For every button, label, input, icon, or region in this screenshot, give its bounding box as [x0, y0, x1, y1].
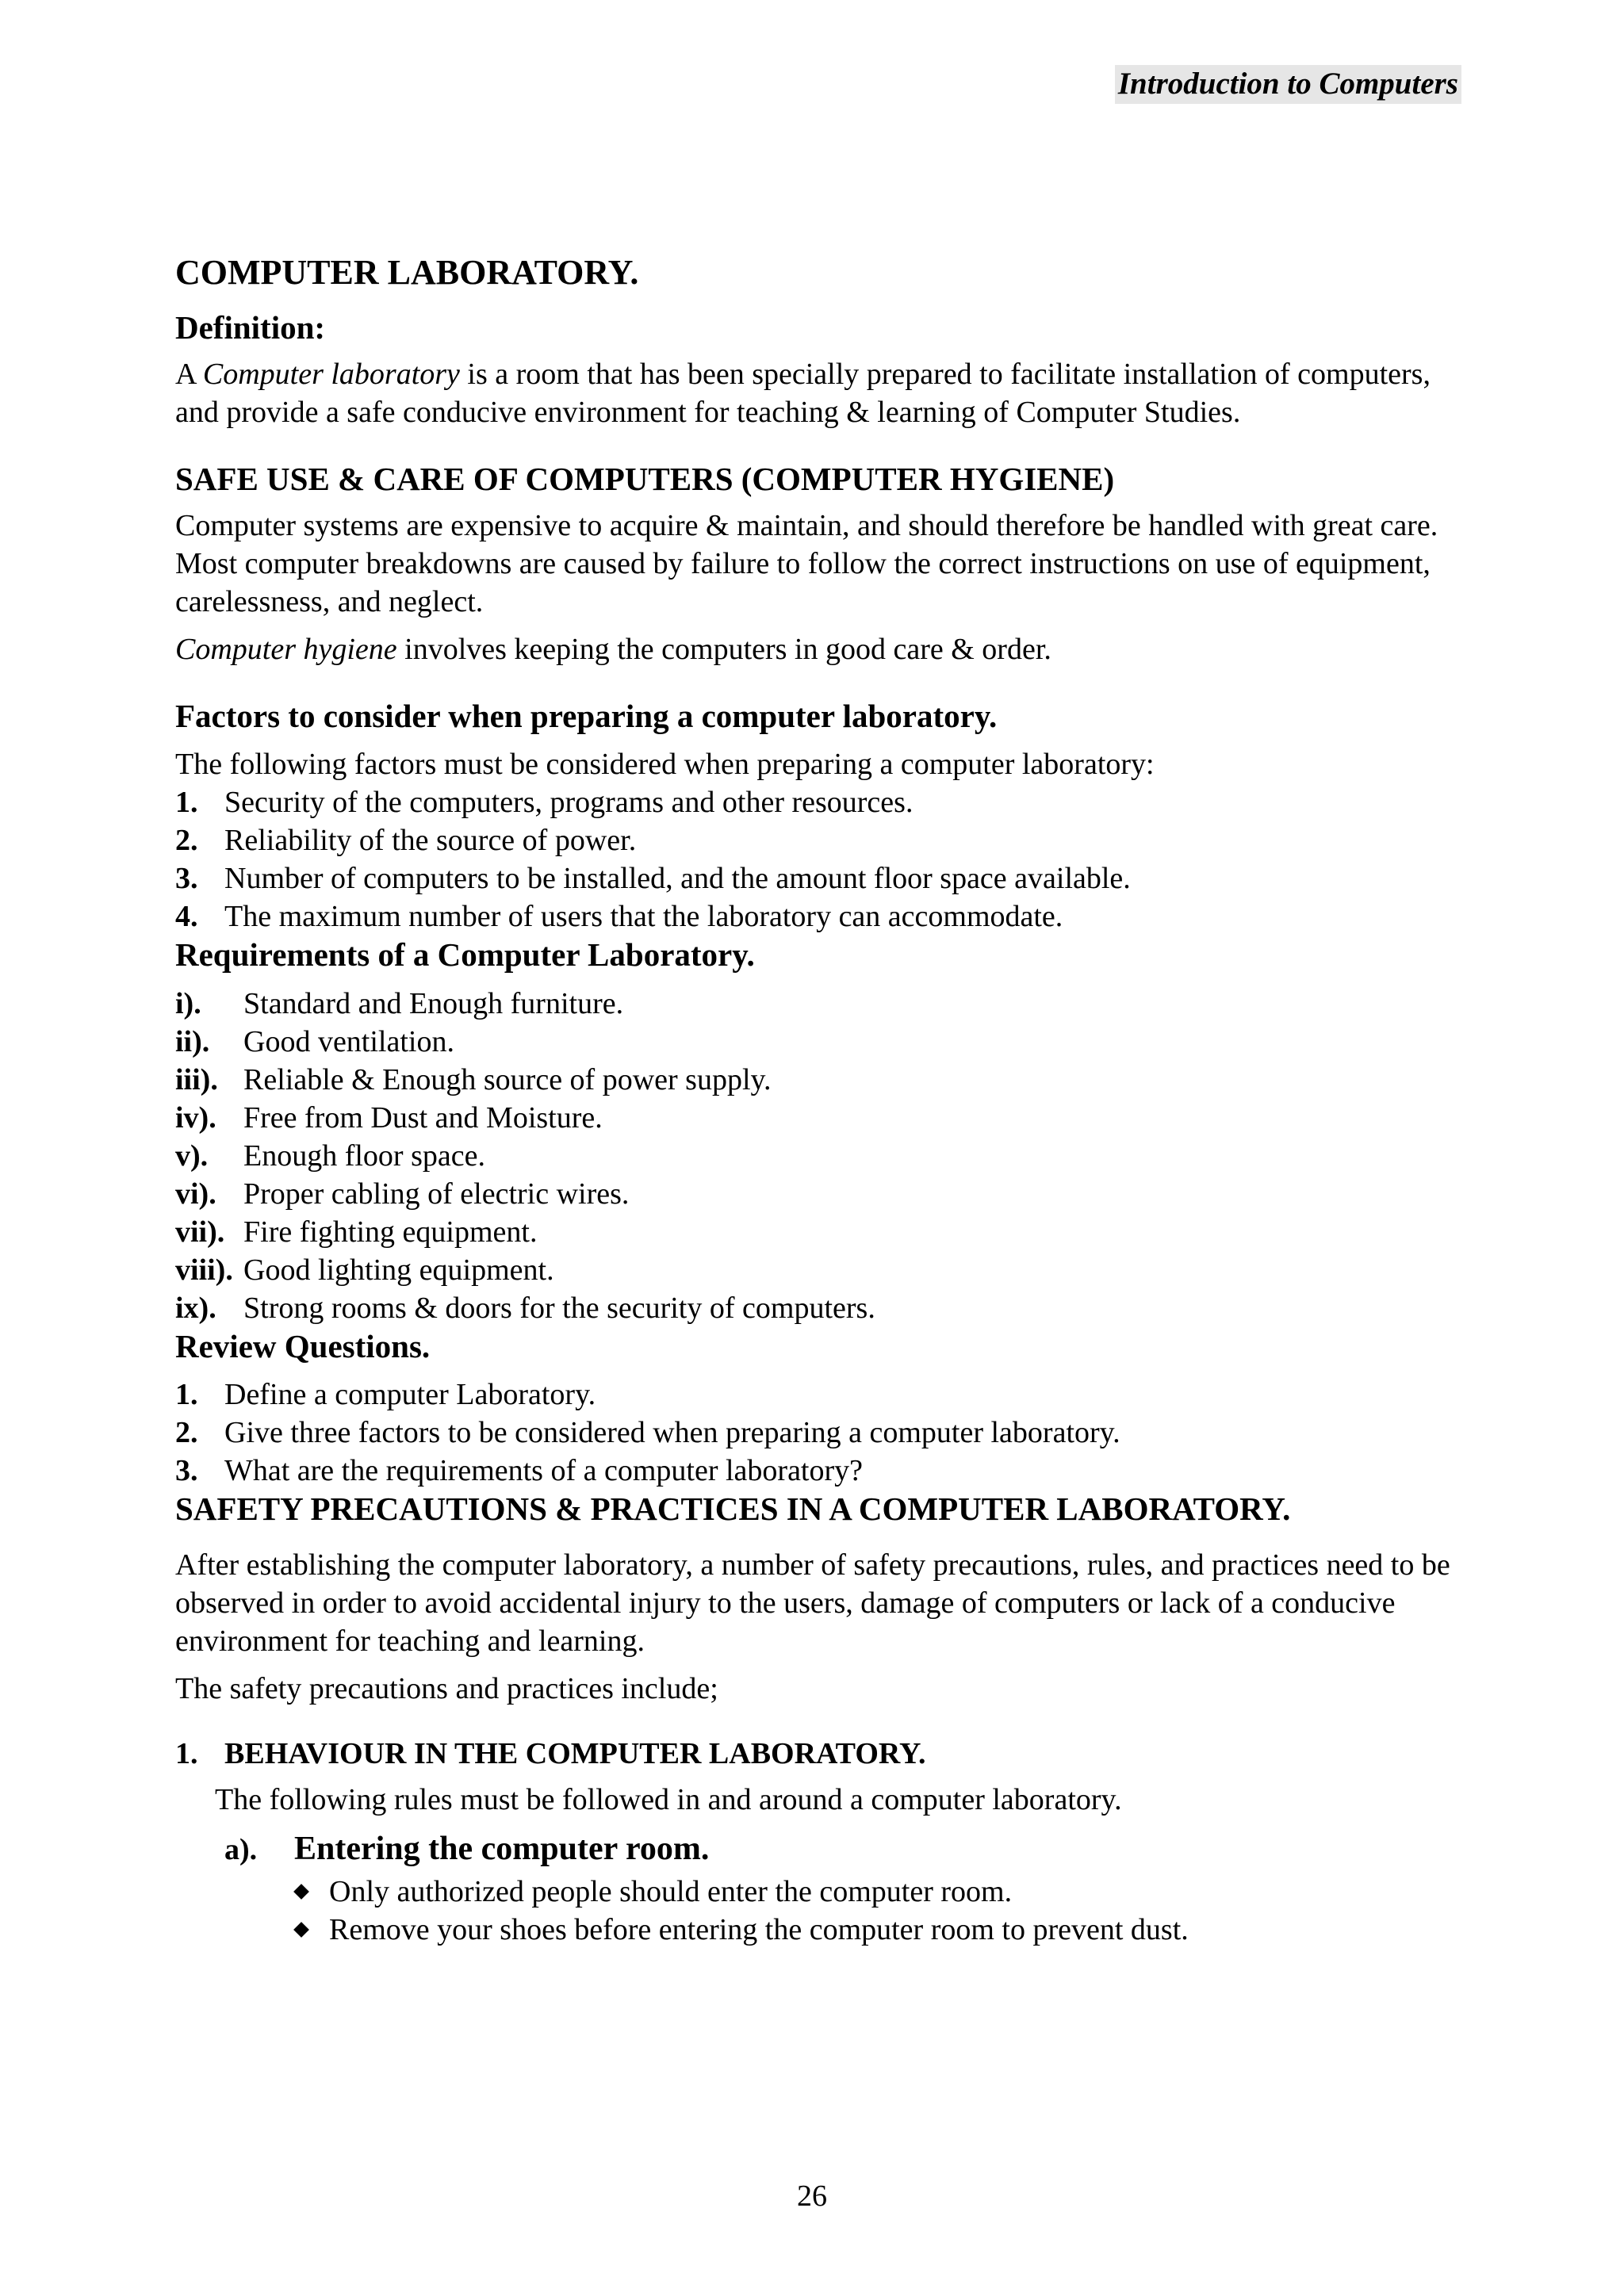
list-item: Remove your shoes before entering the computer room to prevent dust.: [288, 1911, 1464, 1949]
list-item: iii). Reliable & Enough source of power supply.: [175, 1062, 772, 1096]
requirements-heading: Requirements of a Computer Laboratory.: [175, 936, 755, 974]
definition-heading: Definition:: [175, 308, 326, 346]
list-item: viii). Good lighting equipment.: [175, 1253, 554, 1287]
safety-heading: SAFETY PRECAUTIONS & PRACTICES IN A COMPUTER LABORATORY.: [175, 1490, 1291, 1527]
safety-include: The safety precautions and practices include;: [175, 1671, 718, 1705]
page-content: [175, 252, 1464, 1949]
list-item: vi). Proper cabling of electric wires.: [175, 1177, 630, 1211]
hygiene-term: Computer hygiene: [175, 633, 397, 667]
list-item: 3. Number of computers to be installed, and the amount floor space available.: [175, 862, 1131, 896]
entering-room-bullets: [288, 1873, 1464, 1949]
list-item: ix). Strong rooms & doors for the security of computers.: [175, 1291, 875, 1325]
safety-paragraph: After establishing the computer laboratory, a number of safety precautions, rules, and practices need to be observed in order to avoid accidental injury to the users, damage of computers or lack of a conducive environment for teaching and learning.: [175, 1548, 1450, 1658]
list-item: 1. Define a computer Laboratory.: [175, 1377, 596, 1411]
factors-intro: The following factors must be considered when preparing a computer laboratory:: [175, 748, 1155, 782]
list-item: 2. Reliability of the source of power.: [175, 824, 637, 858]
hygiene-definition: Computer hygiene involves keeping the computers in good care & order.: [175, 633, 1051, 667]
review-heading: Review Questions.: [175, 1327, 431, 1364]
behaviour-intro: The following rules must be followed in and around a computer laboratory.: [215, 1782, 1122, 1816]
list-item: Only authorized people should enter the computer room.: [288, 1873, 1464, 1911]
review-list: [175, 1376, 1464, 1490]
list-item: iv). Free from Dust and Moisture.: [175, 1100, 603, 1135]
hygiene-paragraph: Computer systems are expensive to acquire & maintain, and should therefore be handled with great care. Most computer breakdowns are caused by failure to follow the correct instructions on use of equipment, carelessness, and neglect.: [175, 509, 1438, 619]
diamond-bullet-icon: [293, 1884, 309, 1900]
list-item: 2. Give three factors to be considered when preparing a computer laboratory.: [175, 1415, 1120, 1449]
list-item: 1. Security of the computers, programs and other resources.: [175, 786, 914, 820]
factors-heading: Factors to consider when preparing a computer laboratory.: [175, 698, 998, 735]
diamond-bullet-icon: [293, 1922, 309, 1938]
list-item: vii). Fire fighting equipment.: [175, 1215, 538, 1249]
page-title: COMPUTER LABORATORY.: [175, 253, 639, 292]
list-item: 4. The maximum number of users that the laboratory can accommodate.: [175, 900, 1063, 934]
list-item: i). Standard and Enough furniture.: [175, 986, 624, 1020]
hygiene-heading: SAFE USE & CARE OF COMPUTERS (COMPUTER HYGIENE): [175, 460, 1115, 497]
entering-room-heading: a). Entering the computer room.: [224, 1830, 710, 1867]
requirements-list: [175, 985, 1464, 1327]
list-item: ii). Good ventilation.: [175, 1024, 454, 1058]
factors-list: [175, 783, 1464, 936]
page-number: 26: [797, 2179, 827, 2213]
list-item: 3. What are the requirements of a computer laboratory?: [175, 1453, 864, 1487]
definition-term: Computer laboratory: [202, 357, 460, 391]
list-item: v). Enough floor space.: [175, 1138, 485, 1173]
definition-paragraph: A Computer laboratory is a room that has been specially prepared to facilitate installation of computers, and provide a safe conducive environment for teaching & learning of Computer Studies.: [175, 357, 1431, 429]
running-header: Introduction to Computers: [1115, 65, 1461, 104]
behaviour-heading: 1. BEHAVIOUR IN THE COMPUTER LABORATORY.: [175, 1736, 926, 1770]
